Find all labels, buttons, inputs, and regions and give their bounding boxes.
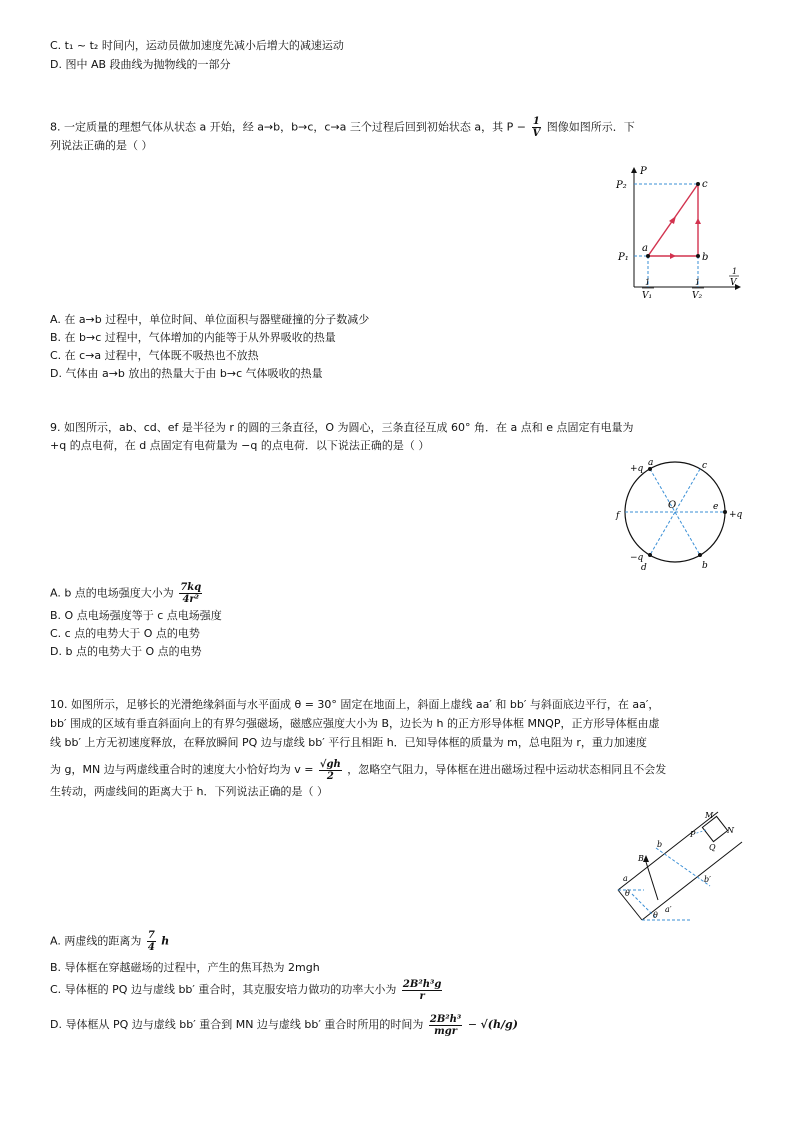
q8-label-v1: V₁ (642, 291, 653, 301)
q8-stem-line2: 列说法正确的是（ ） (50, 139, 153, 152)
q10-frame-dash (694, 830, 706, 834)
q9-option-a-den: 4r² (182, 594, 200, 605)
q8-stem-fraction (532, 116, 542, 139)
q9-point-d (648, 553, 652, 557)
q9-label-qd: −q (630, 553, 644, 563)
q10-option-d-frac (429, 1014, 462, 1037)
q10-label-m: M (705, 811, 714, 820)
q8-stem-line1 (50, 116, 635, 139)
q8-frac-den: V (532, 128, 541, 139)
q10-option-a (50, 930, 169, 953)
q8-label-a: a (642, 243, 648, 254)
q10-option-a-frac (147, 930, 156, 953)
q9-option-a-num: 7kq (180, 582, 202, 593)
q10-incline-top-edge (618, 812, 718, 890)
q8-point-a (646, 254, 650, 258)
q10-stem-frac-den: 2 (326, 770, 334, 782)
q9-label-f: f (616, 511, 620, 521)
q10-option-a-den: 4 (147, 942, 155, 953)
q8-option-a: A. 在 a→b 过程中，单位时间、单位面积与器壁碰撞的分子数减少 (50, 313, 370, 326)
q7-option-d: D. 图中 AB 段曲线为抛物线的一部分 (50, 58, 231, 71)
q10-label-b: b (657, 840, 663, 849)
q10-option-d-root: √(h/g) (480, 1018, 518, 1031)
q10-label-theta1: θ (625, 889, 630, 898)
q10-option-c (50, 978, 444, 1002)
q10-label-p: P (690, 830, 696, 839)
q9-stem-line2: +q 的点电荷，在 d 点固定有电荷量为 −q 的点电荷．以下说法正确的是（ ） (50, 439, 430, 452)
q9-option-a-text: A. b 点的电场强度大小为 (50, 586, 174, 600)
q9-option-a-frac (179, 582, 202, 605)
q9-label-e: e (713, 502, 719, 512)
q8-label-v2: V₂ (692, 291, 703, 301)
q10-label-theta2: θ (653, 911, 658, 920)
q9-label-qa: +q (630, 464, 644, 474)
q10-stem-line4-a: 为 g，MN 边与两虚线重合时的速度大小恰好均为 v = (50, 763, 314, 776)
q8-label-axis-num: 1 (732, 267, 738, 276)
q9-point-e (723, 510, 727, 514)
q10-label-a: a (623, 874, 628, 883)
q8-stem-part2: 图像如图所示．下 (546, 120, 635, 134)
q8-label-v1-num: 1 (645, 278, 651, 287)
q8-option-c: C. 在 c→a 过程中，气体既不吸热也不放热 (50, 349, 259, 362)
q9-stem-line1: 9. 如图所示，ab、cd、ef 是半径为 r 的圆的三条直径，O 为圆心，三条直径互成 60° 角．在 a 点和 e 点固定有电量为 (50, 421, 634, 434)
q10-option-a-text: A. 两虚线的距离为 (50, 934, 142, 948)
q8-stem-part1: 8. 一定质量的理想气体从状态 a 开始，经 a→b，b→c，c→a 三个过程后回到初始状态 a，其 P − (50, 120, 526, 134)
q10-label-q: Q (709, 843, 716, 852)
q10-incline-base (618, 890, 642, 920)
q10-b-field-arrow (646, 862, 658, 900)
q9-option-b: B. O 点电场强度等于 c 点电场强度 (50, 609, 222, 622)
q10-stem-line4 (50, 758, 666, 782)
q10-option-d-minus: − (467, 1018, 478, 1031)
q8-label-b: b (702, 252, 709, 263)
q8-point-c (696, 182, 700, 186)
q8-option-b: B. 在 b→c 过程中，气体增加的内能等于从外界吸收的热量 (50, 331, 336, 344)
q9-label-qe: +q (729, 510, 743, 520)
q10-stem-line3: 线 bb′ 上方无初速度释放，在释放瞬间 PQ 边与虚线 bb′ 平行且相距 h．已知导体框的质量为 m，总电阻为 r，重力加速度 (50, 736, 647, 749)
q8-pv-diagram (612, 162, 747, 302)
q8-label-p2: P₂ (616, 180, 627, 191)
q8-option-d: D. 气体由 a→b 放出的热量大于由 b→c 气体吸收的热量 (50, 367, 323, 380)
q9-label-a: a (648, 458, 654, 468)
q9-label-c: c (702, 461, 708, 471)
q8-arrow-ab (670, 253, 676, 259)
q10-option-d-num: 2B²h³ (429, 1013, 462, 1025)
q8-frac-num: 1 (532, 116, 540, 127)
q10-option-d-text: D. 导体框从 PQ 边与虚线 bb′ 重合到 MN 边与虚线 bb′ 重合时所用的时间为 (50, 1018, 424, 1031)
q10-label-n: N (727, 826, 734, 835)
q10-square-frame (702, 816, 727, 841)
q9-circle-diagram (612, 456, 752, 576)
q8-point-b (696, 254, 700, 258)
q8-label-p: P (640, 166, 647, 177)
q10-option-d (50, 1012, 518, 1038)
q10-option-d-den: mgr (434, 1025, 458, 1037)
q10-option-c-den: r (419, 990, 425, 1002)
q8-arrow-bc (695, 218, 701, 224)
q8-label-p1: P₁ (618, 252, 629, 263)
q9-label-d: d (641, 563, 647, 573)
q10-option-c-num: 2B²h³g (402, 978, 442, 990)
q10-stem-frac (319, 759, 342, 782)
q10-incline-diagram (612, 808, 762, 930)
q7-option-c: C. t₁ ~ t₂ 时间内，运动员做加速度先减小后增大的减速运动 (50, 39, 344, 52)
q10-incline-bottom-edge (642, 842, 742, 920)
q10-label-ap: a′ (665, 905, 672, 914)
q10-stem-line5: 生转动，两虚线间的距离大于 h．下列说法正确的是（ ） (50, 785, 328, 798)
q9-option-d: D. b 点的电势大于 O 点的电势 (50, 645, 202, 658)
q10-option-c-frac (402, 979, 442, 1002)
q10-option-c-text: C. 导体框的 PQ 边与虚线 bb′ 重合时，其克服安培力做功的功率大小为 (50, 983, 397, 996)
q10-stem-line2: bb′ 围成的区域有垂直斜面向上的有界匀强磁场，磁感应强度大小为 B，边长为 h 的正方形导体框 MNQP，正方形导体框由虚 (50, 717, 660, 730)
q9-label-o: O (668, 500, 677, 511)
q9-option-c: C. c 点的电势大于 O 点的电势 (50, 627, 200, 640)
q10-option-a-num: 7 (147, 930, 155, 941)
q9-option-a (50, 582, 204, 605)
q10-option-b: B. 导体框在穿越磁场的过程中，产生的焦耳热为 2mgh (50, 961, 320, 974)
q10-b-arrowhead (643, 855, 649, 862)
q8-label-c: c (702, 179, 708, 190)
q10-stem-line4-b: ，忽略空气阻力，导体框在进出磁场过程中运动状态相同且不会发 (347, 763, 667, 776)
q8-label-v2-num: 1 (695, 278, 701, 287)
q10-stem-line1: 10. 如图所示，足够长的光滑绝缘斜面与水平面成 θ = 30° 固定在地面上，斜面上虚线 aa′ 和 bb′ 与斜面底边平行，在 aa′， (50, 698, 660, 711)
q10-stem-frac-num: √gh (319, 758, 341, 770)
q9-label-b: b (702, 561, 708, 571)
q10-option-a-h: h (161, 934, 170, 948)
q10-label-bp: b′ (704, 875, 711, 884)
q9-point-b (698, 553, 702, 557)
q8-arrow-ca (669, 216, 676, 224)
q10-label-b-field: B (638, 854, 644, 863)
q8-label-axis-v: V (730, 278, 737, 288)
